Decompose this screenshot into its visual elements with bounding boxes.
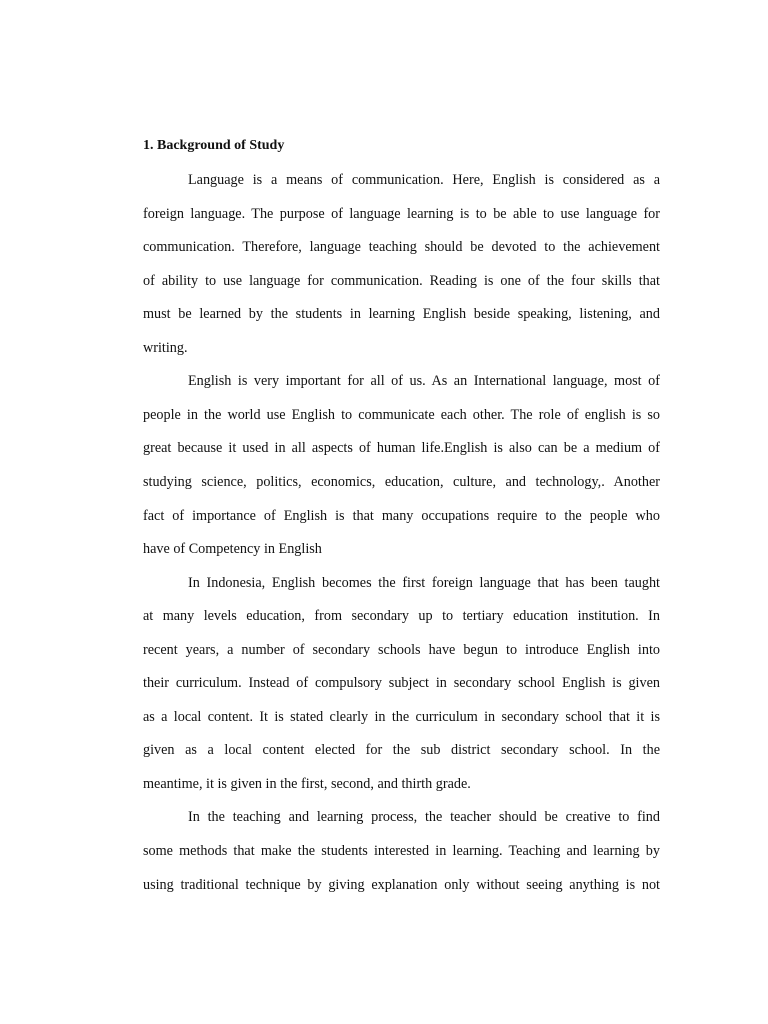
- paragraph-1-line-4: of ability to use language for communication. Reading is one of the four skills that: [143, 273, 660, 289]
- paragraph-2-line-6: have of Competency in English: [143, 541, 322, 557]
- paragraph-3-line-4: their curriculum. Instead of compulsory subject in secondary school English is given: [143, 675, 660, 691]
- paragraph-4-line-3: using traditional technique by giving explanation only without seeing anything is not: [143, 877, 660, 893]
- paragraph-1-line-5: must be learned by the students in learning English beside speaking, listening, and: [143, 306, 660, 322]
- paragraph-1-line-3: communication. Therefore, language teaching should be devoted to the achievement: [143, 239, 660, 255]
- paragraph-3-line-3: recent years, a number of secondary schools have begun to introduce English into: [143, 642, 660, 658]
- paragraph-3-line-1: In Indonesia, English becomes the first foreign language that has been taught: [188, 575, 660, 591]
- paragraph-3-line-7: meantime, it is given in the first, second, and thirth grade.: [143, 776, 471, 792]
- paragraph-2-line-1: English is very important for all of us. As an International language, most of: [188, 373, 660, 389]
- paragraph-3-line-6: given as a local content elected for the sub district secondary school. In the: [143, 742, 660, 758]
- paragraph-2-line-3: great because it used in all aspects of human life.English is also can be a medium of: [143, 440, 660, 456]
- paragraph-3-line-5: as a local content. It is stated clearly in the curriculum in secondary school that it is: [143, 709, 660, 725]
- paragraph-3-line-2: at many levels education, from secondary up to tertiary education institution. In: [143, 608, 660, 624]
- paragraph-4-line-2: some methods that make the students interested in learning. Teaching and learning by: [143, 843, 660, 859]
- paragraph-2-line-5: fact of importance of English is that many occupations require to the people who: [143, 508, 660, 524]
- paragraph-1-line-2: foreign language. The purpose of language learning is to be able to use language for: [143, 206, 660, 222]
- paragraph-1-line-1: Language is a means of communication. Here, English is considered as a: [188, 172, 660, 188]
- paragraph-2-line-4: studying science, politics, economics, education, culture, and technology,. Another: [143, 474, 660, 490]
- section-heading: 1. Background of Study: [143, 138, 285, 153]
- paragraph-1-line-6: writing.: [143, 340, 188, 356]
- paragraph-2-line-2: people in the world use English to communicate each other. The role of english is so: [143, 407, 660, 423]
- paragraph-4-line-1: In the teaching and learning process, the teacher should be creative to find: [188, 809, 660, 825]
